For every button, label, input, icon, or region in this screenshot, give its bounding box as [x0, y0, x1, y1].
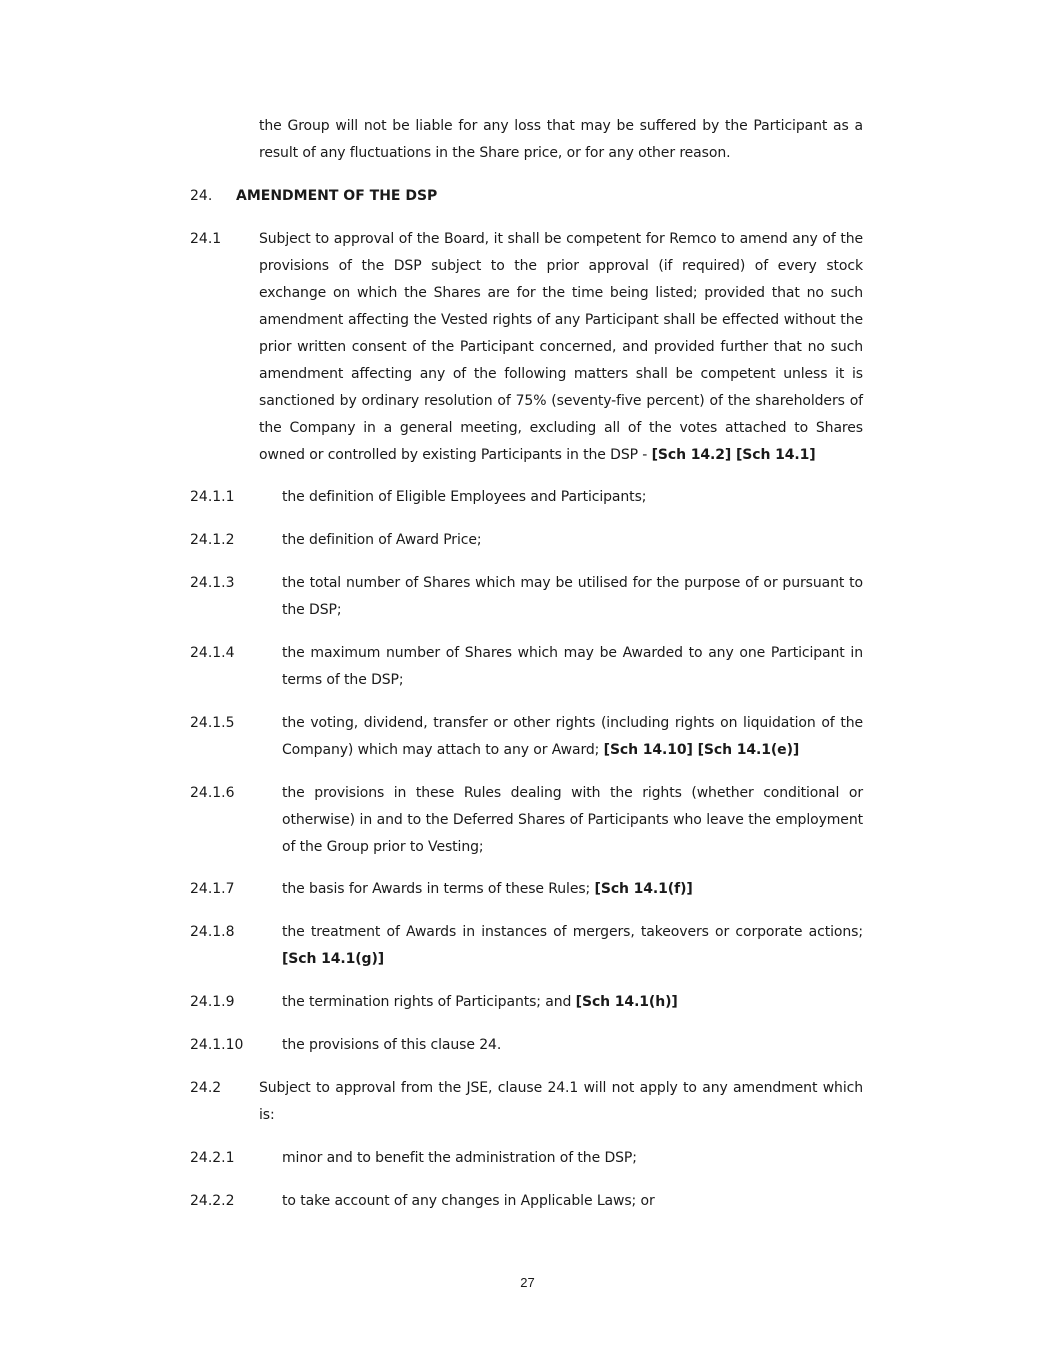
- clause-text: the provisions of this clause 24.: [282, 1037, 502, 1053]
- clause-body: [282, 1032, 863, 1059]
- clause-text: Subject to approval of the Board, it shall be competent for Remco to amend any of the provisions of the DSP subject to the prior approval (if required) of every stock exchange on which the Shares are for the time being listed; provided that no such amendment affecting the Vested rights of any Participant shall be effected without the prior written consent of the Participant concerned, and provided further that no such amendment affecting any of the following matters shall be competent unless it is sanctioned by ordinary resolution of 75% (seventy-five percent) of the shareholders of the Company in a general meeting, excluding all of the votes attached to Shares owned or controlled by existing Participants in the DSP -: [259, 231, 863, 463]
- clause-text: minor and to benefit the administration of the DSP;: [282, 1150, 637, 1166]
- clause-text: the voting, dividend, transfer or other rights (including rights on liquidation of the Company) which may attach to any or Award;: [282, 715, 863, 758]
- clause-text: the maximum number of Shares which may be Awarded to any one Participant in terms of the DSP;: [282, 645, 863, 688]
- clause-body: [282, 780, 863, 861]
- intro-text: the Group will not be liable for any loss that may be suffered by the Participant as a result of any fluctuations in the Share price, or for any other reason.: [259, 118, 863, 161]
- schedule-reference: [Sch 14.1(f)]: [594, 881, 693, 897]
- clause-text: the total number of Shares which may be utilised for the purpose of or pursuant to the DSP;: [282, 575, 863, 618]
- clause-body: [282, 919, 863, 973]
- section-heading: AMENDMENT OF THE DSP: [236, 188, 438, 204]
- clause-body: [282, 1188, 863, 1215]
- clause-number: 24.1.6: [190, 785, 235, 801]
- clause-text: the termination rights of Participants; and: [282, 994, 572, 1010]
- clause-number: 24.1.1: [190, 489, 235, 505]
- clause-body: [282, 484, 863, 511]
- clause-text: to take account of any changes in Applicable Laws; or: [282, 1193, 655, 1209]
- section-number: 24.: [190, 188, 213, 204]
- clause-number: 24.1.9: [190, 994, 235, 1010]
- clause-body: [282, 876, 863, 903]
- clause-number: 24.1.8: [190, 924, 235, 940]
- clause-number: 24.1.4: [190, 645, 235, 661]
- clause-number: 24.1.2: [190, 532, 235, 548]
- clause-body: [282, 527, 863, 554]
- page-number: 27: [520, 1275, 535, 1290]
- clause-text: the provisions in these Rules dealing with the rights (whether conditional or otherwise) in and to the Deferred Shares of Participants who leave the employment of the Group prior to Vesting;: [282, 785, 863, 855]
- clause-body: [259, 226, 863, 469]
- schedule-reference: [Sch 14.10] [Sch 14.1(e)]: [603, 742, 800, 758]
- clause-number: 24.2: [190, 1080, 222, 1096]
- schedule-reference: [Sch 14.1(h)]: [575, 994, 678, 1010]
- clause-number: 24.1.10: [190, 1037, 244, 1053]
- clause-body: [282, 640, 863, 694]
- schedule-reference: [Sch 14.1(g)]: [282, 951, 385, 967]
- clause-text: the basis for Awards in terms of these Rules;: [282, 881, 591, 897]
- clause-body: [282, 1145, 863, 1172]
- clause-number: 24.1.7: [190, 881, 235, 897]
- clause-text: the definition of Award Price;: [282, 532, 482, 548]
- clause-text: Subject to approval from the JSE, clause 24.1 will not apply to any amendment which is:: [259, 1080, 863, 1123]
- intro-paragraph: [259, 113, 863, 167]
- clause-number: 24.1.3: [190, 575, 235, 591]
- clause-number: 24.1.5: [190, 715, 235, 731]
- clause-body: [282, 710, 863, 764]
- clause-body: [282, 989, 863, 1016]
- clause-body: [259, 1075, 863, 1129]
- schedule-reference: [Sch 14.2] [Sch 14.1]: [651, 447, 816, 463]
- clause-number: 24.2.1: [190, 1150, 235, 1166]
- clause-body: [282, 570, 863, 624]
- clause-text: the treatment of Awards in instances of mergers, takeovers or corporate actions;: [282, 924, 863, 940]
- clause-number: 24.2.2: [190, 1193, 235, 1209]
- clause-number: 24.1: [190, 231, 222, 247]
- clause-text: the definition of Eligible Employees and Participants;: [282, 489, 647, 505]
